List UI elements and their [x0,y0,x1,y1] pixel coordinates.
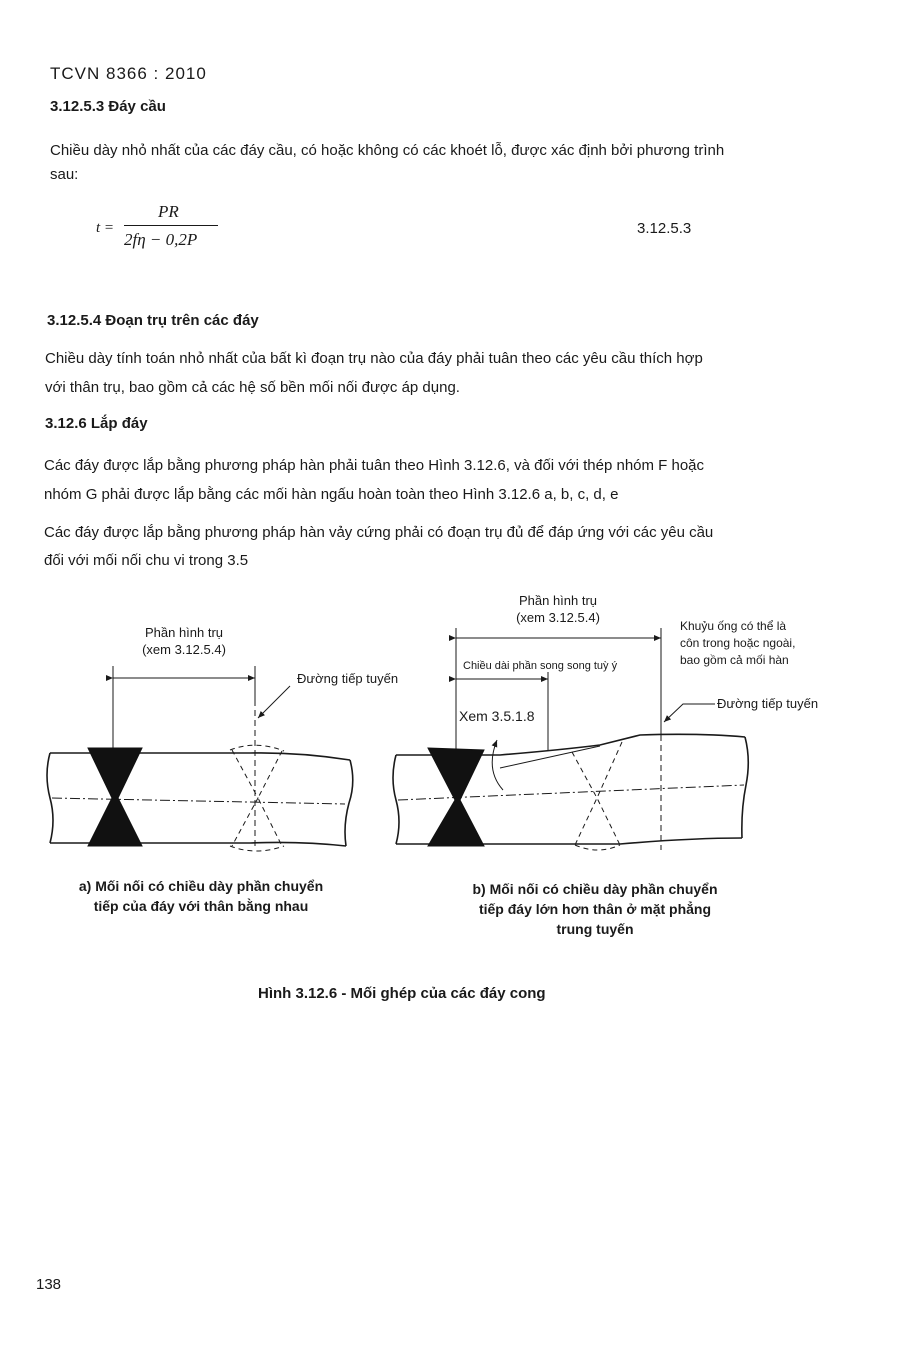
paragraph-3-12-5-4-line2: với thân trụ, bao gồm cả các hệ số bền mối nối được áp dụng. [45,379,460,396]
paragraph-3-12-6-p1-line1: Các đáy được lắp bằng phương pháp hàn phải tuân theo Hình 3.12.6, và đối với thép nhóm F hoặc [44,457,705,474]
figure-b-caption [440,879,750,939]
figure-title: Hình 3.12.6 - Mối ghép của các đáy cong [258,985,546,1002]
page-number: 138 [36,1276,62,1293]
figure-a-caption-line1: a) Mối nối có chiều dày phần chuyển [78,878,324,894]
figure-b-tangent-label: Đường tiếp tuyến [717,696,819,711]
paragraph-3-12-6-p2-line2: đối với mối nối chu vi trong 3.5 [44,552,249,569]
paragraph-3-12-6-p1-line2: nhóm G phải được lắp bằng các mối hàn ngấu hoàn toàn theo Hình 3.12.6 a, b, c, d, e [44,486,619,503]
formula-denominator: 2fη − 0,2P [124,230,198,249]
figure-b-knuckle-line3: bao gồm cả mối hàn [680,653,789,667]
figure-a-label1: Phần hình trụ [144,625,224,640]
paragraph-3-12-5-4-line1: Chiều dày tính toán nhỏ nhất của bất kì đoạn trụ nào của đáy phải tuân theo các yêu cầu thích hợp [45,350,703,367]
figure-a-label2: (xem 3.12.5.4) [142,642,226,657]
formula-lhs: t = [96,220,115,236]
paragraph-3-12-5-3-line2: sau: [50,166,79,183]
figure-b-knuckle-line1: Khuỷu ống có thể là [680,619,787,633]
figure-a-tangent-label: Đường tiếp tuyến [297,671,399,686]
heading-3-12-5-3: 3.12.5.3 Đáy cầu [50,98,166,115]
figure-b-see-label: Xem 3.5.1.8 [459,708,535,724]
standard-number: TCVN 8366 : 2010 [50,64,207,83]
formula-numerator: PR [158,202,179,221]
paragraph-3-12-6-p2-line1: Các đáy được lắp bằng phương pháp hàn vảy cứng phải có đoạn trụ đủ để đáp ứng với các yêu cầu [44,524,714,541]
figure-b-caption-line2: tiếp đáy lớn hơn thân ở mặt phẳng [478,901,712,917]
figure-b-label1: Phần hình trụ [518,593,598,608]
paragraph-3-12-5-3-line1: Chiều dày nhỏ nhất của các đáy cầu, có hoặc không có các khoét lỗ, được xác định bởi phương trình [50,142,725,159]
figure-a-caption-line2: tiếp của đáy với thân bằng nhau [93,898,309,914]
figure-a-caption [46,876,356,916]
formula-number: 3.12.5.3 [637,220,692,237]
weld-a [88,748,142,846]
figure-b-knuckle-line2: côn trong hoặc ngoài, [680,636,796,650]
figure-b-caption-line3: trung tuyến [556,921,634,937]
figure-b-caption-line1: b) Mối nối có chiều dày phần chuyển [472,881,718,897]
heading-3-12-5-4: 3.12.5.4 Đoạn trụ trên các đáy [47,312,259,329]
heading-3-12-6: 3.12.6 Lắp đáy [45,415,148,432]
figure-b-label2: (xem 3.12.5.4) [516,610,600,625]
figure-b-parallel-label: Chiều dài phần song song tuỳ ý [463,660,618,672]
